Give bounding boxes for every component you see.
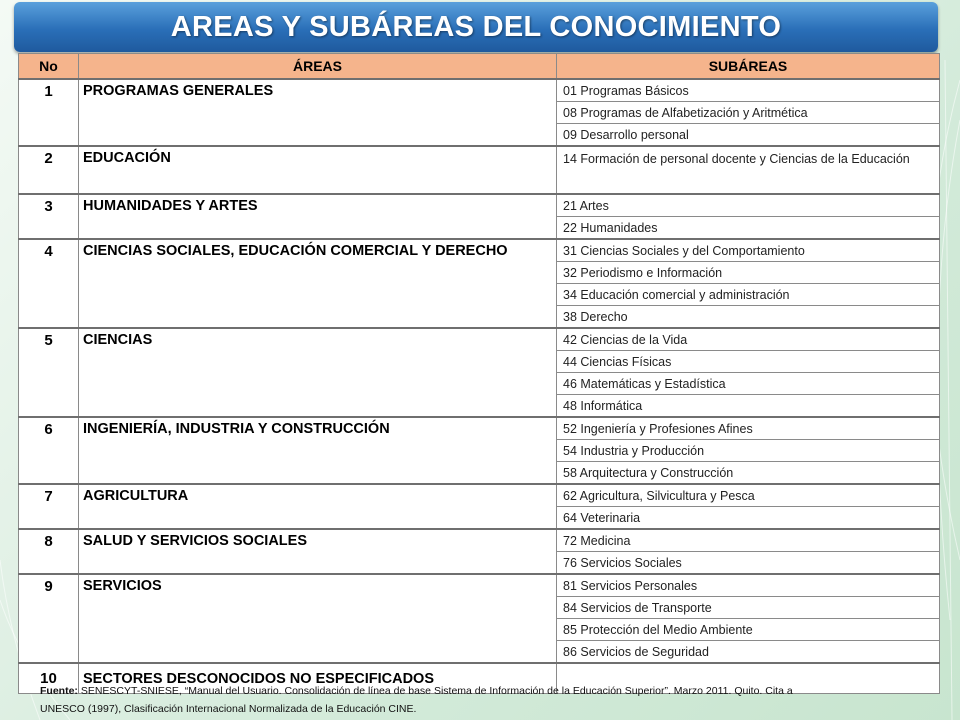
subarea: 85 Protección del Medio Ambiente — [557, 619, 940, 641]
area-name: SALUD Y SERVICIOS SOCIALES — [79, 529, 557, 574]
subarea: 52 Ingeniería y Profesiones Afines — [557, 417, 940, 440]
table-row — [19, 574, 940, 597]
page-title: AREAS Y SUBÁREAS DEL CONOCIMIENTO — [170, 10, 782, 43]
area-number: 6 — [19, 417, 79, 484]
area-name: SERVICIOS — [79, 574, 557, 663]
area-name: CIENCIAS SOCIALES, EDUCACIÓN COMERCIAL Y DERECHO — [79, 239, 557, 328]
table-row — [19, 529, 940, 552]
table-row — [19, 194, 940, 217]
subarea: 84 Servicios de Transporte — [557, 597, 940, 619]
subarea: 76 Servicios Sociales — [557, 552, 940, 575]
header-areas: ÁREAS — [79, 54, 557, 80]
source-footnote — [40, 682, 920, 718]
subarea: 34 Educación comercial y administración — [557, 284, 940, 306]
subarea: 14 Formación de personal docente y Ciencias de la Educación — [557, 146, 940, 194]
table-header-row — [19, 54, 940, 80]
subarea: 81 Servicios Personales — [557, 574, 940, 597]
subarea: 08 Programas de Alfabetización y Aritmética — [557, 102, 940, 124]
area-number: 2 — [19, 146, 79, 194]
subarea: 22 Humanidades — [557, 217, 940, 240]
table-row — [19, 417, 940, 440]
subarea: 31 Ciencias Sociales y del Comportamiento — [557, 239, 940, 262]
subarea: 58 Arquitectura y Construcción — [557, 462, 940, 485]
subarea: 42 Ciencias de la Vida — [557, 328, 940, 351]
area-name: PROGRAMAS GENERALES — [79, 79, 557, 146]
subarea: 44 Ciencias Físicas — [557, 351, 940, 373]
table-row — [19, 328, 940, 351]
subarea: 09 Desarrollo personal — [557, 124, 940, 147]
table-row — [19, 146, 940, 194]
subarea: 86 Servicios de Seguridad — [557, 641, 940, 664]
area-name: SECTORES DESCONOCIDOS NO ESPECIFICADOS — [79, 663, 557, 694]
area-name: HUMANIDADES Y ARTES — [79, 194, 557, 239]
area-number: 4 — [19, 239, 79, 328]
subarea: 21 Artes — [557, 194, 940, 217]
area-number: 9 — [19, 574, 79, 663]
header-subareas: SUBÁREAS — [557, 54, 940, 80]
area-number: 3 — [19, 194, 79, 239]
header-no: No — [19, 54, 79, 80]
subarea: 62 Agricultura, Silvicultura y Pesca — [557, 484, 940, 507]
area-number: 7 — [19, 484, 79, 529]
area-name: INGENIERÍA, INDUSTRIA Y CONSTRUCCIÓN — [79, 417, 557, 484]
subarea: 48 Informática — [557, 395, 940, 418]
area-name: AGRICULTURA — [79, 484, 557, 529]
subarea: 46 Matemáticas y Estadística — [557, 373, 940, 395]
subarea: 64 Veterinaria — [557, 507, 940, 530]
table-row — [19, 79, 940, 102]
area-name: CIENCIAS — [79, 328, 557, 417]
subarea: 38 Derecho — [557, 306, 940, 329]
subarea: 32 Periodismo e Información — [557, 262, 940, 284]
subarea: 01 Programas Básicos — [557, 79, 940, 102]
footnote-line1: SENESCYT-SNIESE, “Manual del Usuario. Consolidación de línea de base Sistema de Información de la Educación Superior”. Marzo 2011. Quito. Cita a — [77, 685, 793, 697]
table-row — [19, 239, 940, 262]
subarea: 72 Medicina — [557, 529, 940, 552]
area-name: EDUCACIÓN — [79, 146, 557, 194]
knowledge-areas-table — [18, 53, 940, 694]
footnote-label: Fuente: — [40, 685, 78, 697]
subarea: 54 Industria y Producción — [557, 440, 940, 462]
footnote-line2: UNESCO (1997), Clasificación Internacional Normalizada de la Educación CINE. — [40, 703, 417, 715]
table-row — [19, 484, 940, 507]
title-banner — [14, 2, 938, 52]
area-number: 10 — [19, 663, 79, 694]
area-number: 8 — [19, 529, 79, 574]
area-number: 1 — [19, 79, 79, 146]
area-number: 5 — [19, 328, 79, 417]
